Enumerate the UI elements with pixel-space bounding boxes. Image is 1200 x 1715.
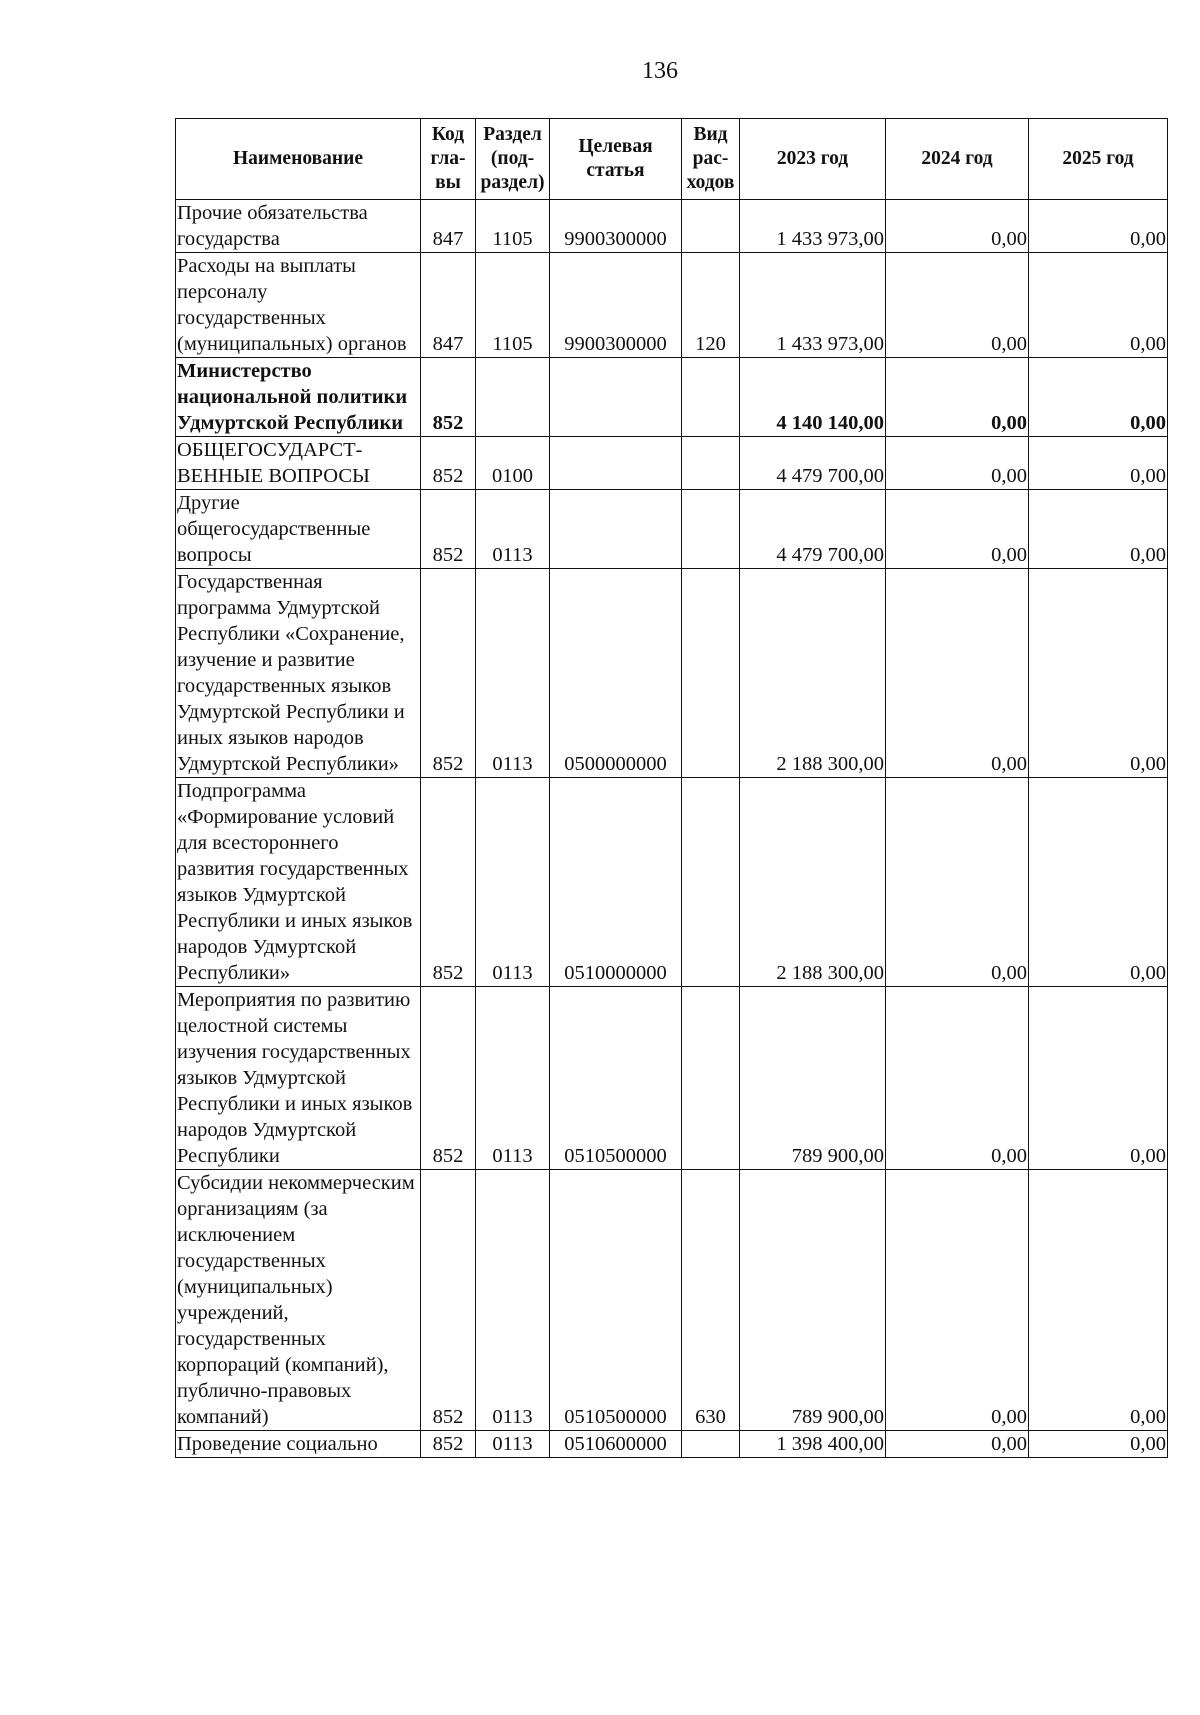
header-row (176, 119, 1168, 200)
cell-y2025: 0,00 (1029, 200, 1168, 253)
table-row (176, 358, 1168, 437)
cell-y2025: 0,00 (1029, 987, 1168, 1170)
cell-y2023: 2 188 300,00 (740, 778, 886, 987)
cell-y2023: 2 188 300,00 (740, 569, 886, 778)
cell-y2025: 0,00 (1029, 358, 1168, 437)
cell-name: Субсидии некоммерческим организациям (за исключением государственных (муниципальных) учреждений, государственных корпораций (компаний), публично-правовых компаний) (176, 1170, 421, 1431)
cell-y2025: 0,00 (1029, 569, 1168, 778)
cell-chapter: 847 (421, 200, 476, 253)
cell-expense-type (682, 778, 740, 987)
col-header-2023: 2023 год (740, 119, 886, 200)
cell-expense-type (682, 987, 740, 1170)
cell-name: ОБЩЕГОСУДАРСТ-ВЕННЫЕ ВОПРОСЫ (176, 437, 421, 490)
cell-y2023: 789 900,00 (740, 987, 886, 1170)
col-header-section: Раздел (под-раздел) (476, 119, 550, 200)
cell-chapter: 852 (421, 1170, 476, 1431)
cell-y2024: 0,00 (886, 358, 1029, 437)
cell-target: 0510600000 (550, 1431, 682, 1458)
cell-y2025: 0,00 (1029, 1170, 1168, 1431)
cell-chapter: 852 (421, 778, 476, 987)
cell-y2025: 0,00 (1029, 490, 1168, 569)
cell-section: 0113 (476, 987, 550, 1170)
cell-y2024: 0,00 (886, 1431, 1029, 1458)
cell-section: 0113 (476, 569, 550, 778)
cell-chapter: 852 (421, 437, 476, 490)
cell-target: 0510000000 (550, 778, 682, 987)
table-row (176, 1170, 1168, 1431)
cell-name: Мероприятия по развитию целостной системы изучения государственных языков Удмуртской Республики и иных языков народов Удмуртской Республики (176, 987, 421, 1170)
cell-name: Другие общегосударственные вопросы (176, 490, 421, 569)
cell-y2025: 0,00 (1029, 1431, 1168, 1458)
table-row (176, 987, 1168, 1170)
cell-section: 1105 (476, 200, 550, 253)
page-number: 136 (642, 58, 678, 84)
cell-y2023: 1 398 400,00 (740, 1431, 886, 1458)
cell-name: Государственная программа Удмуртской Республики «Сохранение, изучение и развитие государственных языков Удмуртской Республики и иных языков народов Удмуртской Республики» (176, 569, 421, 778)
table-row (176, 200, 1168, 253)
cell-target: 0510500000 (550, 1170, 682, 1431)
cell-y2023: 1 433 973,00 (740, 253, 886, 358)
cell-expense-type: 120 (682, 253, 740, 358)
table-row (176, 778, 1168, 987)
cell-y2024: 0,00 (886, 1170, 1029, 1431)
cell-y2024: 0,00 (886, 437, 1029, 490)
cell-y2023: 4 479 700,00 (740, 437, 886, 490)
cell-y2024: 0,00 (886, 253, 1029, 358)
cell-expense-type: 630 (682, 1170, 740, 1431)
cell-target (550, 437, 682, 490)
cell-y2023: 4 479 700,00 (740, 490, 886, 569)
cell-expense-type (682, 437, 740, 490)
cell-section (476, 358, 550, 437)
cell-y2024: 0,00 (886, 200, 1029, 253)
cell-name: Расходы на выплаты персоналу государственных (муниципальных) органов (176, 253, 421, 358)
cell-expense-type (682, 358, 740, 437)
budget-table (175, 118, 1168, 1458)
cell-chapter: 852 (421, 490, 476, 569)
cell-target: 9900300000 (550, 253, 682, 358)
col-header-2025: 2025 год (1029, 119, 1168, 200)
table-row (176, 253, 1168, 358)
col-header-name: Наименование (176, 119, 421, 200)
cell-expense-type (682, 1431, 740, 1458)
cell-y2023: 4 140 140,00 (740, 358, 886, 437)
cell-name: Подпрограмма «Формирование условий для всестороннего развития государственных языков Удмуртской Республики и иных языков народов Удмуртской Республики» (176, 778, 421, 987)
table-row (176, 437, 1168, 490)
cell-y2024: 0,00 (886, 987, 1029, 1170)
cell-section: 0113 (476, 490, 550, 569)
cell-target (550, 358, 682, 437)
cell-target (550, 490, 682, 569)
cell-target: 0500000000 (550, 569, 682, 778)
cell-section: 0113 (476, 1170, 550, 1431)
cell-chapter: 847 (421, 253, 476, 358)
cell-target: 0510500000 (550, 987, 682, 1170)
col-header-expense-type: Вид рас-ходов (682, 119, 740, 200)
table-row (176, 569, 1168, 778)
table-row (176, 1431, 1168, 1458)
cell-target: 9900300000 (550, 200, 682, 253)
cell-chapter: 852 (421, 1431, 476, 1458)
col-header-chapter: Код гла-вы (421, 119, 476, 200)
col-header-2024: 2024 год (886, 119, 1029, 200)
cell-y2024: 0,00 (886, 490, 1029, 569)
cell-chapter: 852 (421, 358, 476, 437)
cell-expense-type (682, 569, 740, 778)
cell-section: 0100 (476, 437, 550, 490)
cell-section: 1105 (476, 253, 550, 358)
cell-chapter: 852 (421, 987, 476, 1170)
cell-name: Прочие обязательства государства (176, 200, 421, 253)
cell-y2023: 1 433 973,00 (740, 200, 886, 253)
cell-name: Проведение социально (176, 1431, 421, 1458)
cell-expense-type (682, 200, 740, 253)
table-row (176, 490, 1168, 569)
cell-y2023: 789 900,00 (740, 1170, 886, 1431)
cell-chapter: 852 (421, 569, 476, 778)
cell-name: Министерство национальной политики Удмуртской Республики (176, 358, 421, 437)
cell-section: 0113 (476, 1431, 550, 1458)
cell-y2024: 0,00 (886, 569, 1029, 778)
cell-y2025: 0,00 (1029, 778, 1168, 987)
cell-y2024: 0,00 (886, 778, 1029, 987)
cell-y2025: 0,00 (1029, 253, 1168, 358)
col-header-target: Целевая статья (550, 119, 682, 200)
cell-y2025: 0,00 (1029, 437, 1168, 490)
cell-expense-type (682, 490, 740, 569)
cell-section: 0113 (476, 778, 550, 987)
